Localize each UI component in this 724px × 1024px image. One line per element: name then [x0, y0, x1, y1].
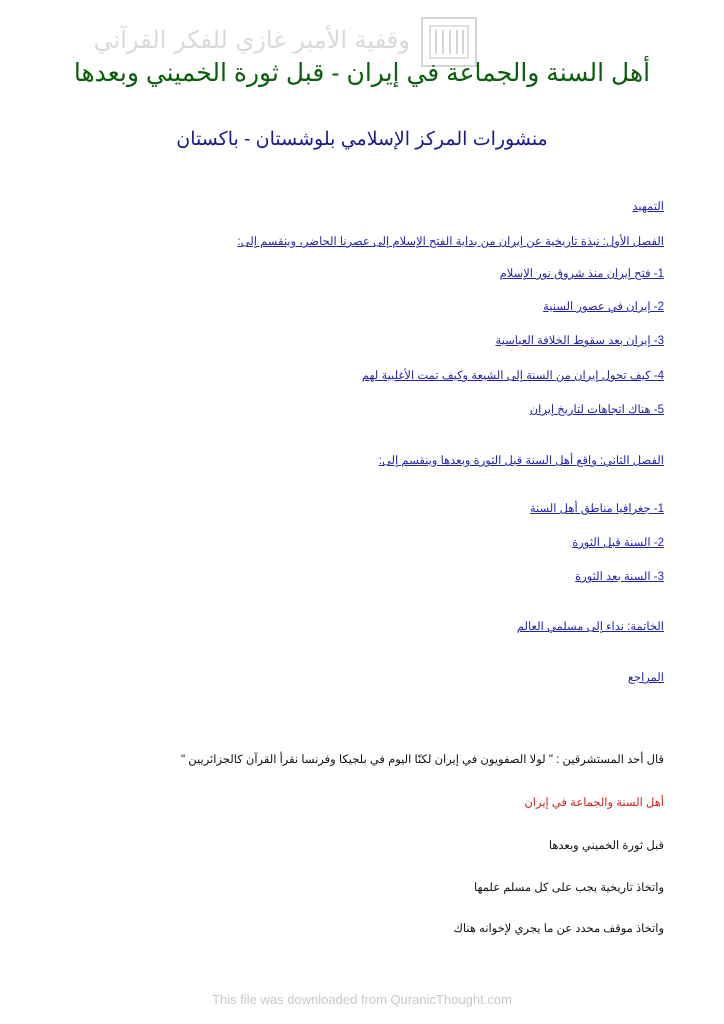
toc-chapter2-link[interactable]: الفصل الثاني: واقع أهل السنة قبل الثورة وبعدها وينقسم إلى: [378, 455, 664, 467]
body-line-3: واتخاذ موقف محدد عن ما يجري لإخوانه هناك [453, 923, 664, 935]
section-heading: أهل السنة والجماعة في إيران [524, 797, 664, 809]
download-footer: This file was downloaded from QuranicThought.com [212, 992, 512, 1007]
toc-chapter2-item-3[interactable]: 3- السنة بعد الثورة [575, 571, 664, 583]
toc-chapter2-item-2[interactable]: 2- السنة قبل الثورة [572, 537, 664, 549]
toc-chapter1-item-5[interactable]: 5- هناك اتجاهات لتاريخ إيران [529, 404, 664, 416]
toc-intro-link[interactable]: التمهيد [632, 201, 664, 213]
orientalist-quote: قال أحد المستشرقين : " لولا الصفويون في إيران لكنّا اليوم في بلجيكا وفرنسا نقرأ القرآن كالجزائريين " [181, 754, 664, 766]
toc-chapter1-item-4[interactable]: 4- كيف تحول إيران من السنة إلى الشيعة وكيف تمت الأغلبية لهم [361, 370, 664, 382]
page-subtitle: منشورات المركز الإسلامي بلوشستان - باكستان [176, 129, 548, 150]
page-title: أهل السنة والجماعة في إيران - قبل ثورة الخميني وبعدها [73, 59, 651, 87]
body-line-2: واتخاذ تاريخية يجب على كل مسلم علمها [473, 882, 664, 894]
toc-chapter1-item-1[interactable]: 1- فتح إيران منذ شروق نور الإسلام [499, 268, 664, 280]
body-line-1: قبل ثورة الخميني وبعدها [548, 840, 664, 852]
toc-conclusion-link[interactable]: الخاتمة: نداء إلى مسلمي العالم [516, 621, 664, 633]
toc-chapter1-item-2[interactable]: 2- إيران في عصور السنية [543, 301, 664, 313]
toc-chapter1-item-3[interactable]: 3- إيران بعد سقوط الخلافة العباسية [495, 335, 664, 347]
toc-references-link[interactable]: المراجع [627, 672, 664, 684]
toc-chapter2-item-1[interactable]: 1- جغرافيا مناطق أهل السنة [529, 503, 664, 515]
toc-chapter1-link[interactable]: الفصل الأول: نبذة تاريخية عن إيران من بداية الفتح الإسلام إلى عصرنا الحاضر، وينقسم إلى: [237, 236, 664, 248]
watermark-text: وقفية الأمير غازي للفكر القرآني [93, 26, 410, 54]
